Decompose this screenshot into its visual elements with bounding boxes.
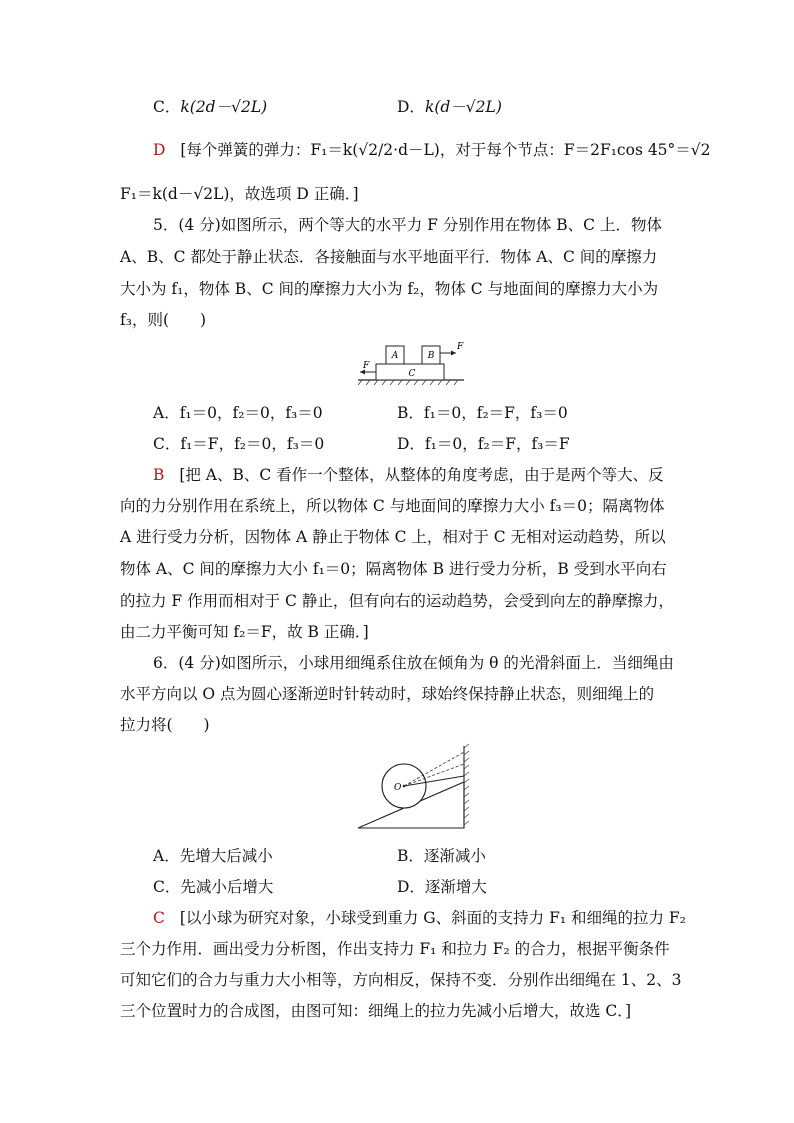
- q4-answer-letter: D: [153, 141, 166, 159]
- q4-option-c: C．k(2d－√2L): [153, 98, 268, 116]
- q6-option-a: A．先增大后减小: [153, 847, 273, 865]
- q5-stem-line: 大小为 f₁，物体 B、C 间的摩擦力大小为 f₂，物体 C 与地面间的摩擦力大小为: [120, 280, 659, 298]
- q4-answer-line2: F₁＝k(d－√2L)，故选项 D 正确．]: [120, 185, 359, 203]
- ground-hatch: [358, 380, 458, 385]
- force-f-right-label: F: [457, 342, 464, 352]
- q4-option-d: D．k(d－√2L): [397, 98, 502, 116]
- q6-option-c: C．先减小后增大: [153, 878, 274, 896]
- q5-answer-line: 物体 A、C 间的摩擦力大小 f₁＝0；隔离物体 B 进行受力分析，B 受到水平向右: [120, 560, 667, 578]
- q5-answer-line: 由二力平衡可知 f₂＝F，故 B 正确．]: [120, 623, 369, 641]
- q6-answer-letter: C: [153, 909, 165, 927]
- force-f-left-label: F: [363, 361, 370, 371]
- wall-hatch: [464, 744, 469, 825]
- point-o-label: O: [394, 783, 402, 793]
- q5-stem-line: f₃，则( ): [120, 311, 207, 329]
- q5-answer-letter: B: [153, 466, 165, 484]
- q4-answer-line1: D [每个弹簧的弹力：F₁＝k(√2/2·d－L)，对于每个节点：F＝2F₁cos 45°＝√2: [153, 141, 711, 159]
- q5-stem-line: A、B、C 都处于静止状态．各接触面与水平地面平行．物体 A、C 间的摩擦力: [120, 248, 658, 266]
- q5-answer-line: 的拉力 F 作用而相对于 C 静止，但有向右的运动趋势，会受到向左的静摩擦力，: [120, 592, 674, 610]
- q6-stem-line: 6．(4 分)如图所示，小球用细绳系住放在倾角为 θ 的光滑斜面上．当细绳由: [153, 654, 674, 672]
- q5-answer-line: B [把 A、B、C 看作一个整体，从整体的角度考虑，由于是两个等大、反: [153, 466, 664, 484]
- q5-option-b: B．f₁＝0，f₂＝F，f₃＝0: [397, 404, 568, 422]
- q6-option-d: D．逐渐增大: [397, 878, 487, 896]
- q6-stem-line: 拉力将( ): [120, 716, 210, 734]
- block-c-label: C: [408, 369, 416, 379]
- q6-answer-line: 三个力作用．画出受力分析图，作出支持力 F₁ 和拉力 F₂ 的合力，根据平衡条件: [120, 940, 670, 958]
- q5-option-d: D．f₁＝0，f₂＝F，f₃＝F: [397, 435, 570, 453]
- q6-answer-line: 三个位置时力的合成图，由图可知：细绳上的拉力先减小后增大，故选 C．]: [120, 1002, 632, 1020]
- q5-blocks-figure: [350, 338, 470, 394]
- q6-stem-line: 水平方向以 O 点为圆心逐渐逆时针转动时，球始终保持静止状态，则细绳上的: [120, 685, 655, 703]
- q5-stem-line: 5．(4 分)如图所示，两个等大的水平力 F 分别作用在物体 B、C 上．物体: [153, 216, 662, 234]
- q5-option-a: A．f₁＝0，f₂＝0，f₃＝0: [153, 404, 323, 422]
- q6-answer-line: C [以小球为研究对象，小球受到重力 G、斜面的支持力 F₁ 和细绳的拉力 F₂: [153, 909, 686, 927]
- block-a-label: A: [391, 351, 399, 361]
- block-b-label: B: [427, 351, 435, 361]
- q6-option-b: B．逐渐减小: [397, 847, 486, 865]
- q5-answer-line: 向的力分别作用在系统上，所以物体 C 与地面间的摩擦力大小 f₃＝0；隔离物体: [120, 497, 665, 515]
- q6-answer-line: 可知它们的合力与重力大小相等，方向相反，保持不变．分别作出细绳在 1、2、3: [120, 971, 682, 989]
- q5-option-c: C．f₁＝F，f₂＝0，f₃＝0: [153, 435, 325, 453]
- q6-incline-figure: [352, 742, 484, 834]
- q5-answer-line: A 进行受力分析，因物体 A 静止于物体 C 上，相对于 C 无相对运动趋势，所以: [120, 528, 666, 546]
